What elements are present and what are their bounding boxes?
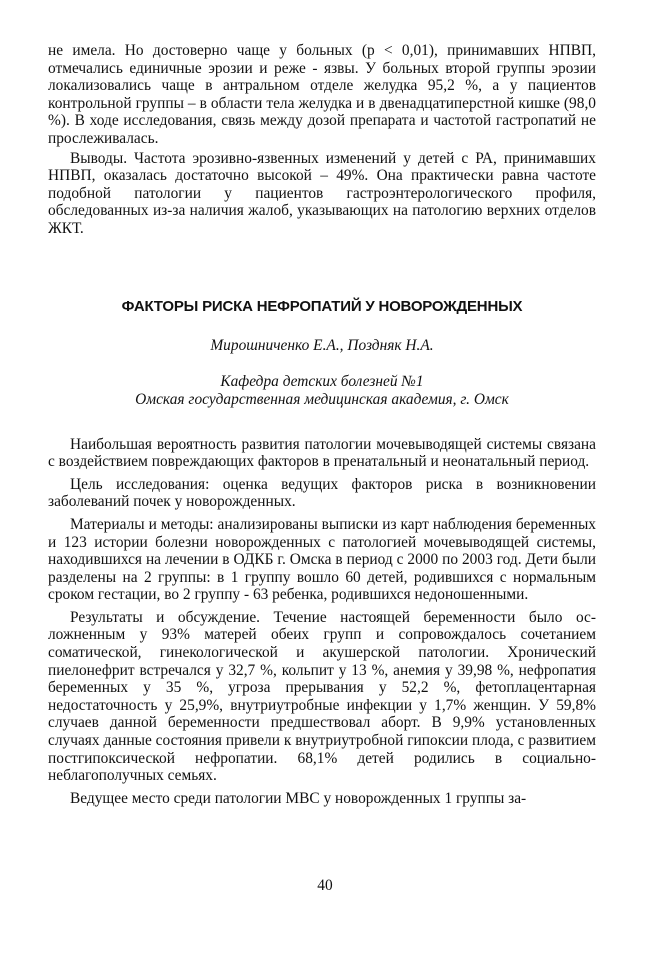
institution: Омская государственная медицинская академия, г. Омск	[135, 390, 509, 408]
department: Кафедра детских болезней №1	[220, 372, 424, 390]
paragraph-aim: Цель исследования: оценка ведущих факторов риска в возникновении заболеваний почек у новорожденных.	[48, 475, 596, 511]
continued-section	[48, 42, 596, 238]
paragraph-intro: Наибольшая вероятность развития патологии мочевыводящей системы связана с воздействием повреждающих факторов в пренатальный и неонатальный период.	[48, 435, 596, 471]
affiliation	[48, 373, 596, 409]
paragraph-results: Результаты и обсуждение. Течение настоящей беременности было осложненным у 93% матерей обеих групп и сопровождалось сочетанием соматической, гинекологической и акушерской патологии. Хронический пиелонефрит встречался у 32,7 %, кольпит у 13 %, анемия у 39,98 %, нефропатия беременных у 35 %, угроза прерывания у 52,2 %, фетоплацентарная недостаточность у 25,9%, внутриутробные инфекции у 1,7% женщин. У 59,8% случаев данной беременности предшествовал аборт. В 9,9% установленных случаях данные состояния привели к внутриутробной гипоксии плода, с развитием постгипоксической нефропатии. 68,1% детей родились в социально-неблагополучных семьях.	[48, 608, 596, 785]
paragraph-conclusions: Выводы. Частота эрозивно-язвенных изменений у детей с РА, принимавших НПВП, оказалась достаточно высокой – 49%. Она практически равна частоте подобной патологии у пациентов гастроэнтерологического профиля, обследованных из-за наличия жалоб, указывающих на патологию верхних отделов ЖКТ.	[48, 149, 596, 237]
article-title: ФАКТОРЫ РИСКА НЕФРОПАТИЙ У НОВОРОЖДЕННЫХ	[121, 297, 523, 315]
page-number: 40	[317, 877, 333, 894]
article-body	[48, 436, 596, 808]
paragraph-leading: Ведущее место среди патологии МВС у новорожденных 1 группы за-	[70, 789, 527, 807]
paragraph-continued: не имела. Но достоверно чаще у больных (р < 0,01), принимавших НПВП, отмечались единичные эрозии и реже - язвы. У больных второй группы эрозии локализовались чаще в антральном отделе желудка 95,2 %, а у пациентов контрольной группы – в области тела желудка и в двенадцатиперстной кишке (98,0 %). В ходе исследования, связь между дозой препарата и частотой гастропатий не прослеживалась.	[48, 42, 596, 147]
page-content	[48, 42, 596, 807]
paragraph-methods: Материалы и методы: анализированы выписки из карт наблюдения беременных и 123 истории болезни новорожденных с патологией мочевыводящей системы, находившихся на лечении в ОДКБ г. Омска в период с 2000 по 2003 год. Дети были разделены на 2 группы: в 1 группу вошло 60 детей, родившихся с нормальным сроком гестации, во 2 группу - 63 ребенка, родившихся недоношенными.	[48, 515, 596, 604]
article-authors: Мирошниченко Е.А., Поздняк Н.А.	[210, 336, 434, 354]
